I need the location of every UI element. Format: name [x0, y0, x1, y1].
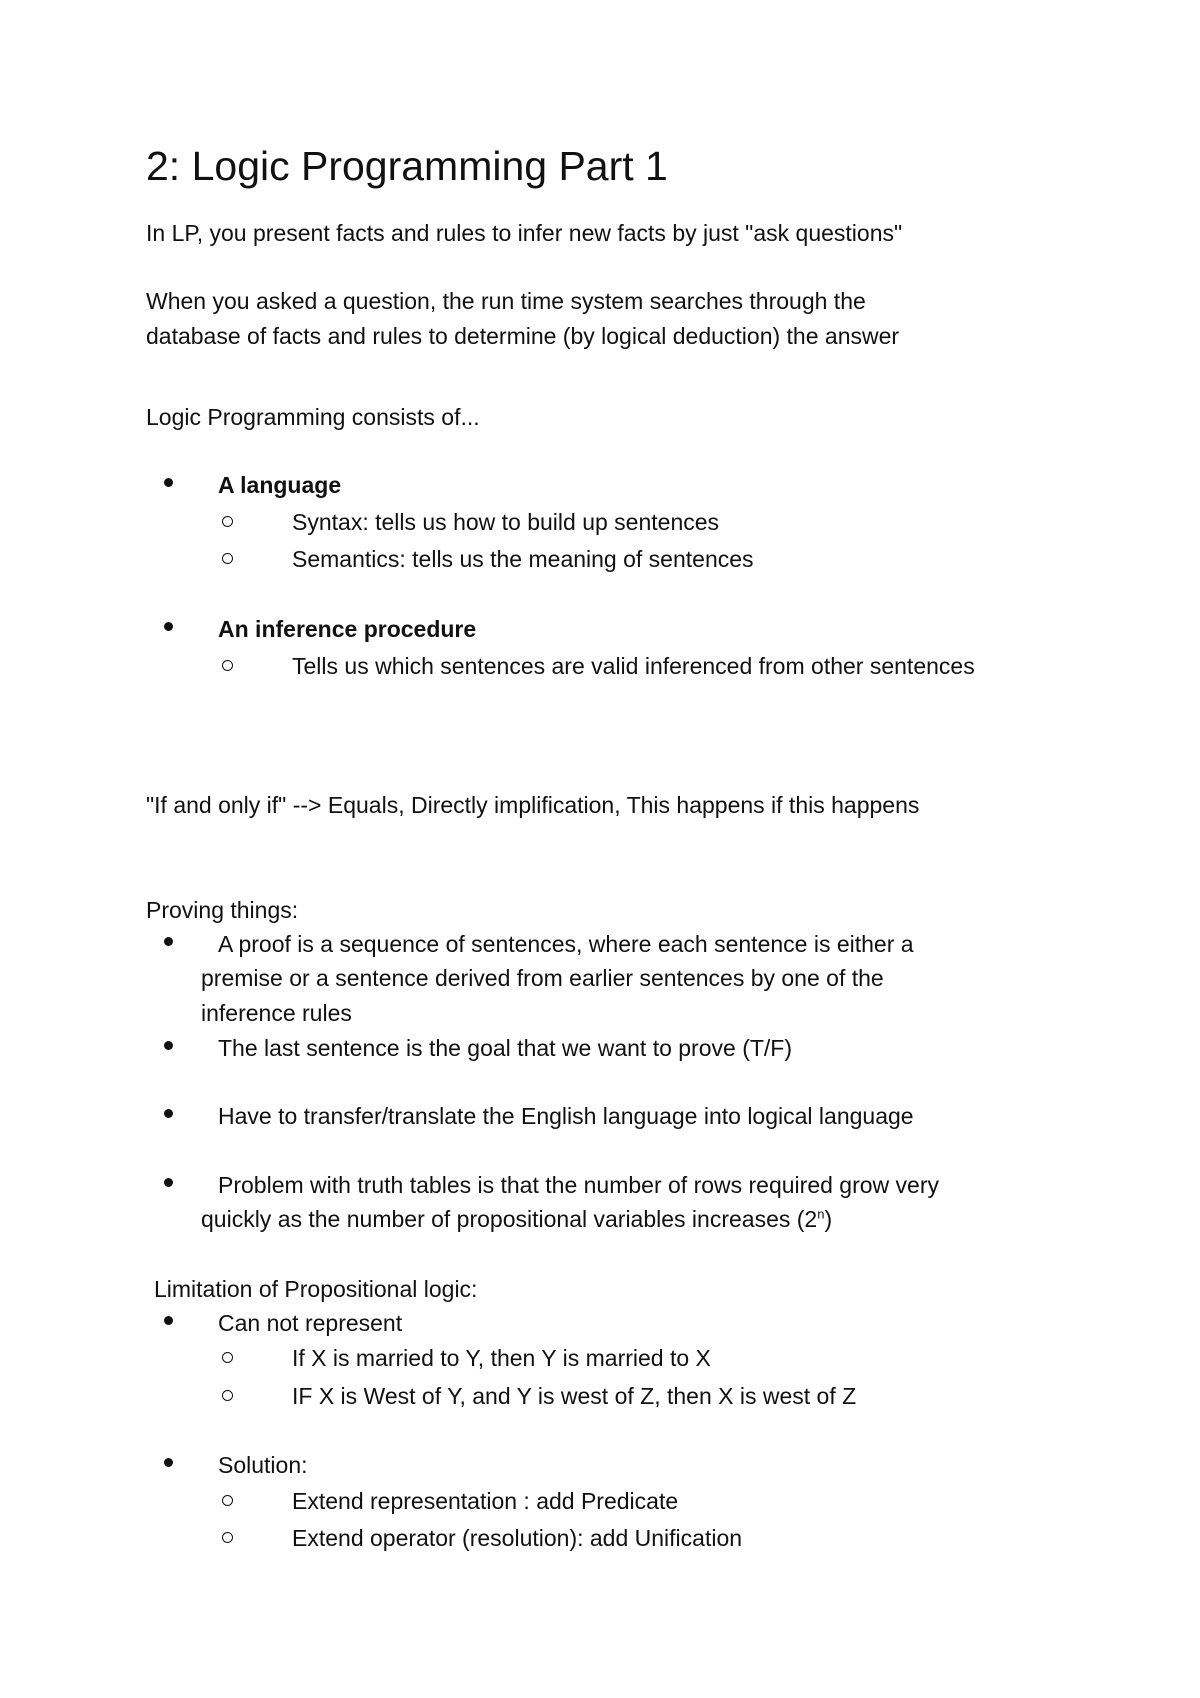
paragraph-line-2: database of facts and rules to determine (by logical deduction) the answer [146, 323, 900, 349]
language-label: A language [218, 472, 342, 498]
west-example: IF X is West of Y, and Y is west of Z, then X is west of Z [292, 1383, 857, 1409]
proof-line-3: inference rules [201, 1000, 352, 1026]
proving-heading: Proving things: [146, 897, 299, 923]
proof-line-1: A proof is a sequence of sentences, where each sentence is either a [218, 931, 914, 957]
bullet-icon [164, 478, 173, 487]
paragraph-line-1: When you asked a question, the run time system searches through the [146, 288, 866, 314]
hollow-bullet-icon [222, 516, 233, 527]
truth-tables-line-2-suffix: ) [824, 1206, 833, 1232]
limitation-heading: Limitation of Propositional logic: [154, 1276, 478, 1302]
hollow-bullet-icon [222, 1532, 233, 1543]
semantics-text: Semantics: tells us the meaning of sentences [292, 546, 754, 572]
solution-unification: Extend operator (resolution): add Unification [292, 1525, 743, 1551]
truth-tables-line-1: Problem with truth tables is that the number of rows required grow very [218, 1172, 939, 1198]
syntax-text: Syntax: tells us how to build up sentences [292, 509, 720, 535]
truth-tables-line-2-prefix: quickly as the number of propositional variables increases (2 [201, 1206, 818, 1232]
iff-text: "If and only if" --> Equals, Directly implification, This happens if this happens [146, 792, 920, 818]
proof-line-2: premise or a sentence derived from earlier sentences by one of the [201, 965, 884, 991]
inference-label: An inference procedure [218, 616, 477, 642]
bullet-icon [164, 1041, 173, 1050]
bullet-icon [164, 622, 173, 631]
page-title: 2: Logic Programming Part 1 [146, 143, 668, 189]
inference-desc: Tells us which sentences are valid inferenced from other sentences [292, 653, 975, 679]
hollow-bullet-icon [222, 1390, 233, 1401]
truth-tables-line-2 [201, 1202, 832, 1236]
bullet-icon [164, 1178, 173, 1187]
bullet-icon [164, 1109, 173, 1118]
translate-text: Have to transfer/translate the English language into logical language [218, 1103, 914, 1129]
solution-predicate: Extend representation : add Predicate [292, 1488, 679, 1514]
married-example: If X is married to Y, then Y is married to X [292, 1345, 711, 1371]
hollow-bullet-icon [222, 1495, 233, 1506]
hollow-bullet-icon [222, 1352, 233, 1363]
hollow-bullet-icon [222, 553, 233, 564]
exponent-n: n [817, 1206, 825, 1222]
bullet-icon [164, 1458, 173, 1467]
hollow-bullet-icon [222, 660, 233, 671]
solution-label: Solution: [218, 1452, 308, 1478]
consists-heading: Logic Programming consists of... [146, 404, 480, 430]
bullet-icon [164, 1316, 173, 1325]
cannot-represent-text: Can not represent [218, 1310, 403, 1336]
bullet-icon [164, 937, 173, 946]
goal-text: The last sentence is the goal that we want to prove (T/F) [218, 1035, 793, 1061]
intro-text: In LP, you present facts and rules to infer new facts by just "ask questions" [146, 220, 903, 246]
